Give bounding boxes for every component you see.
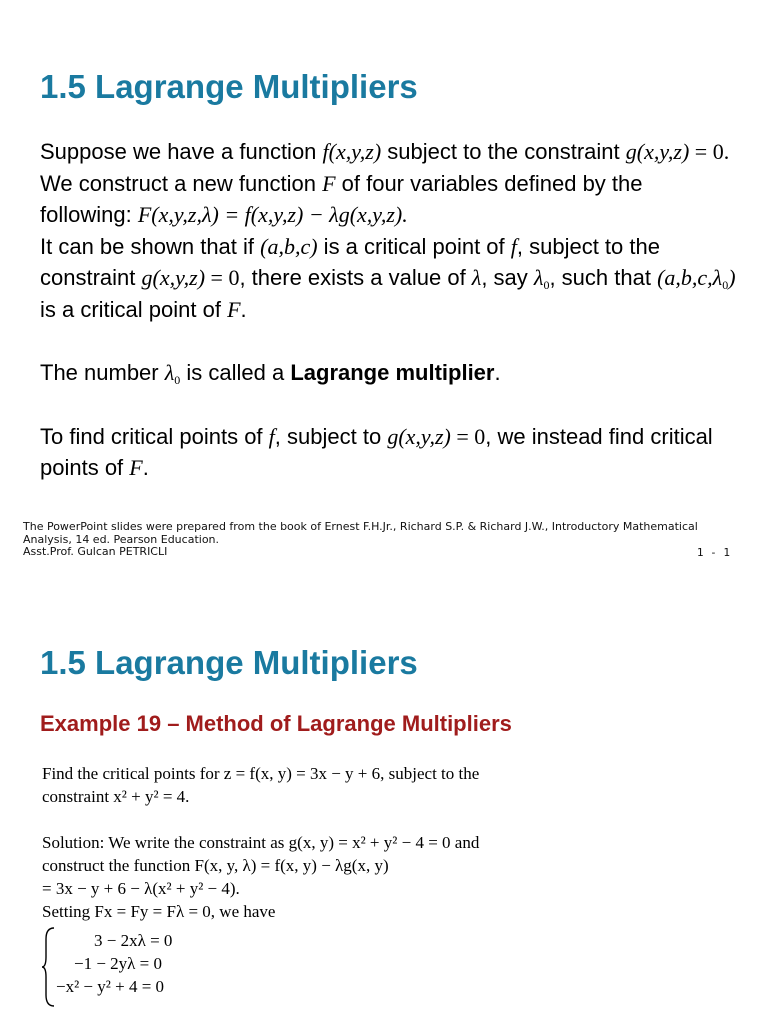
paragraph-method: To find critical points of f, subject to g(x,y,z) = 0, we instead find critical points of F.	[40, 423, 713, 480]
example-body	[42, 762, 742, 923]
slide-title: 1.5 Lagrange Multipliers	[40, 644, 418, 681]
problem-statement: Find the critical points for z = f(x, y) = 3x − y + 6, subject to the constraint x² + y² = 4.	[42, 764, 480, 806]
left-brace-icon	[42, 927, 56, 1007]
equation-1: 3 − 2xλ = 0	[94, 931, 173, 950]
paragraph-multiplier: The number $\lambda_0$ is called a Lagrange multiplier.	[40, 360, 501, 387]
equation-2: −1 − 2yλ = 0	[74, 954, 163, 973]
slide-title: 1.5 Lagrange Multipliers	[40, 68, 418, 105]
slide-footnote: The PowerPoint slides were prepared from the book of Ernest F.H.Jr., Richard S.P. & Richard J.W., Introductory Mathematical Analysis, 14 ed. Pearson Education. Asst.Prof. Gulcan PETRICLI	[23, 520, 698, 558]
example-heading: Example 19 – Method of Lagrange Multipliers	[40, 711, 512, 736]
solution-text: Solution: We write the constraint as g(x, y) = x² + y² − 4 = 0 and construct the function F(x, y, λ) = f(x, y) − λg(x, y) = 3x − y + 6 − λ(x² + y² − 4). Setting Fx = Fy = Fλ = 0, we have	[42, 833, 480, 921]
slide-2	[0, 575, 768, 1024]
term-lagrange-multiplier: Lagrange multiplier	[290, 360, 495, 385]
page-number: 1 - 1	[696, 546, 730, 559]
paragraph-definition: Suppose we have a function f(x,y,z) subject to the constraint g(x,y,z) = 0. We construct a new function F of four variables defined by the following: F(x,y,z,λ) = f(x,y,z) − λg(x,y,z). It can be shown that if (a,b,c) is a critical point of f, subject to the constraint g(x,y,z) = 0, there exists a value of λ, say $\lambda_0$, such that $(a,b,c,\lambda_0)$ is a critical point of F.	[40, 139, 736, 322]
equation-3: −x² − y² + 4 = 0	[56, 977, 165, 996]
slide-body	[40, 136, 740, 484]
